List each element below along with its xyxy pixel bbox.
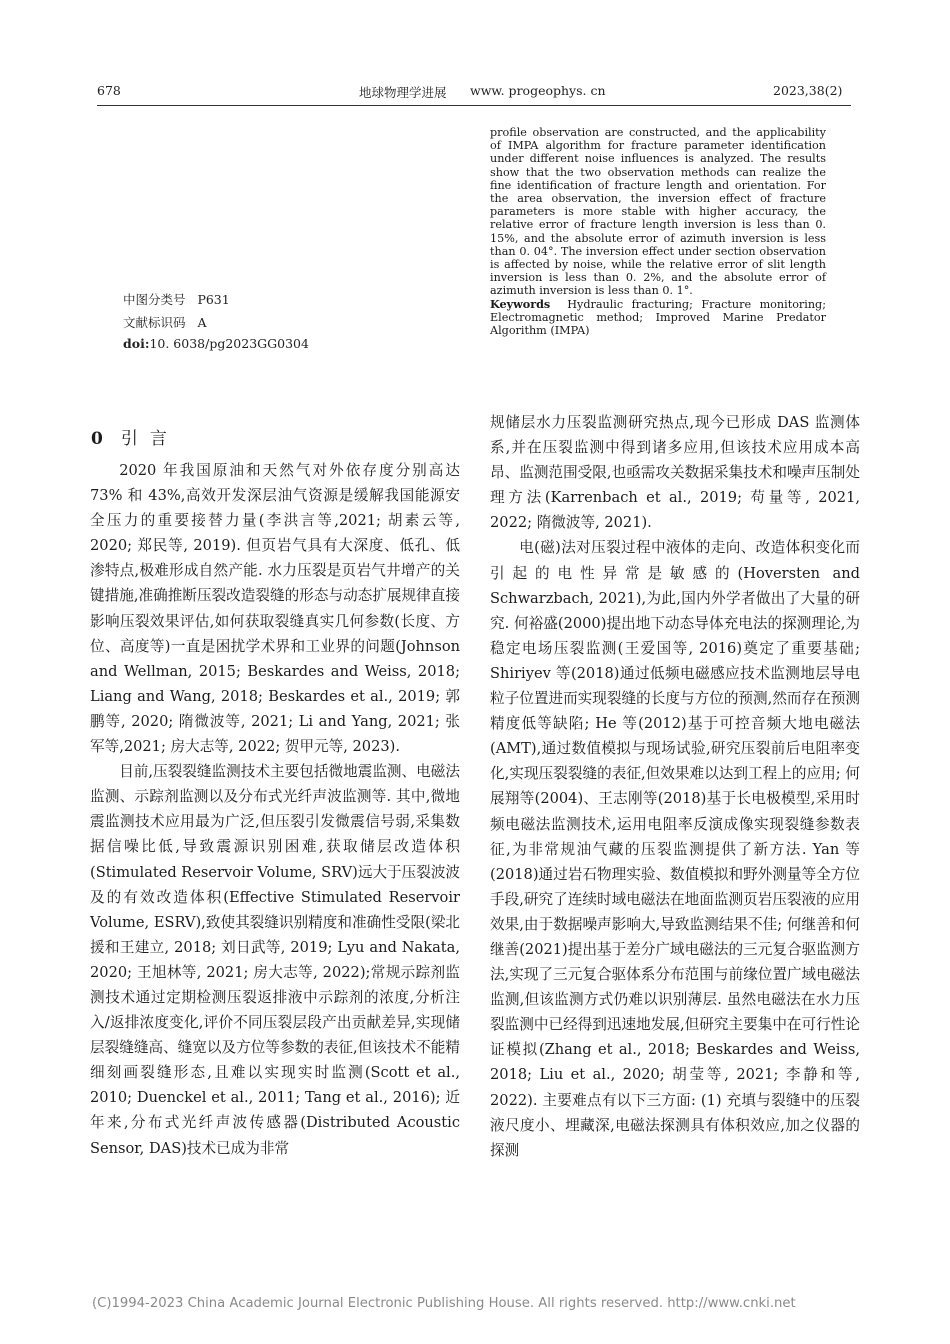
header-rule [97, 105, 851, 106]
journal-url: www. progeophys. cn [470, 83, 606, 98]
doi-line [123, 336, 309, 351]
doc-code-label: 文献标识码 [123, 315, 186, 330]
keywords-value: Hydraulic fracturing; Fracture monitoring; Electromagnetic method; Improved Marine Predator Algorithm (IMPA) [490, 297, 826, 338]
page-number: 678 [97, 83, 121, 98]
doc-code-value: A [197, 315, 207, 330]
journal-name: 地球物理学进展 [359, 85, 447, 100]
keywords-line [490, 298, 826, 338]
paragraph: 2020 年我国原油和天然气对外依存度分别高达 73% 和 43%,高效开发深层油气资源是缓解我国能源安全压力的重要接替力量(李洪言等,2021; 胡素云等, 2020; 郑民等, 2019). 但页岩气具有大深度、低孔、低渗特点,极难形成自然产能. 水力压裂是页岩气井增产的关键措施,准确推断压裂改造裂缝的形态与动态扩展规律直接影响压裂效果评估,如何获取裂缝真实几何参数(长度、方位、高度等)一直是困扰学术界和工业界的问题(Johnson and Wellman, 2015; Beskardes and Weiss, 2018; Liang and Wang, 2018; Beskardes et al., 2019; 郭鹏等, 2020; 隋微波等, 2021; Li and Yang, 2021; 张军等,2021; 房大志等, 2022; 贺甲元等, 2023). [90, 462, 460, 756]
section-title: 引言 [120, 429, 179, 449]
paragraph: 规储层水力压裂监测研究热点,现今已形成 DAS 监测体系,并在压裂监测中得到诸多应用,但该技术应用成本高昂、监测范围受限,也亟需攻关数据采集技术和噪声压制处理方法(Karrenbach et al., 2019; 苟量等, 2021, 2022; 隋微波等, 2021). [490, 414, 860, 532]
doi-label: doi: [123, 336, 150, 351]
paragraph: 电(磁)法对压裂过程中液体的走向、改造体积变化而引起的电性异常是敏感的(Hoversten and Schwarzbach, 2021),为此,国内外学者做出了大量的研究. 何裕盛(2000)提出地下动态导体充电法的探测理论,为稳定电场压裂监测(王爱国等, 2016)奠定了重要基础; Shiriyev 等(2018)通过低频电磁感应技术监测地层导电粒子位置进而实现裂缝的长度与方位的预测,然而存在预测精度低等缺陷; He 等(2012)基于可控音频大地电磁法(AMT),通过数值模拟与现场试验,研究压裂前后电阻率变化,实现压裂裂缝的表征,但效果难以达到工程上的应用; 何展翔等(2004)、王志刚等(2018)基于长电极模型,采用时频电磁法监测技术,运用电阻率反演成像实现裂缝参数表征,为非常规油气藏的压裂监测提供了新方法. Yan 等(2018)通过岩石物理实验、数值模拟和野外测量等全方位手段,研究了连续时域电磁法在地面监测页岩压裂液的应用效果,由于数据噪声影响大,导致监测结果不佳; 何继善和何继善(2021)提出基于差分广域电磁法的三元复合驱监测方法,实现了三元复合驱体系分布范围与前缘位置广域电磁法监测,但该监测方式仍难以识别薄层. 虽然电磁法在水力压裂监测中已经得到迅速地发展,但研究主要集中在可行性论证模拟(Zhang et al., 2018; Beskardes and Weiss, 2018; Liu et al., 2020; 胡莹等, 2021; 李静和等, 2022). 主要难点有以下三方面: (1) 充填与裂缝中的压裂液尺度小、埋藏深,电磁法探测具有体积效应,加之仪器的探测 [490, 539, 860, 1159]
left-column [90, 458, 460, 1161]
doi-value: 10. 6038/pg2023GG0304 [149, 336, 309, 351]
clc-line [123, 290, 230, 308]
abstract-continuation [490, 126, 826, 337]
issue-info: 2023,38(2) [773, 83, 843, 98]
abstract-text: profile observation are constructed, and the applicability of IMPA algorithm for fracture parameter identification under different noise influences is analyzed. The results show that the two observation methods can realize the fine identification of fracture length and orientation. For the area observation, the inversion effect of fracture parameters is more stable with higher accuracy, the relative error of fracture length inversion is less than 0. 15%, and the absolute error of azimuth inversion is less than 0. 04°. The inversion effect under section observation is affected by noise, while the relative error of slit length inversion is less than 0. 2%, and the absolute error of azimuth inversion is less than 0. 1°. [490, 126, 826, 298]
clc-value: P631 [197, 292, 230, 307]
section-number: 0 [91, 429, 105, 449]
keywords-label: Keywords [490, 296, 551, 311]
paragraph: 目前,压裂裂缝监测技术主要包括微地震监测、电磁法监测、示踪剂监测以及分布式光纤声波监测等. 其中,微地震监测技术应用最为广泛,但压裂引发微震信号弱,采集数据信噪比低,导致震源识别困难,获取储层改造体积(Stimulated Reservoir Volume, SRV)远大于压裂波波及的有效改造体积(Effective Stimulated Reservoir Volume, ESRV),致使其裂缝识别精度和准确性受限(梁北援和王建立, 2018; 刘日武等, 2019; Lyu and Nakata, 2020; 王旭林等, 2021; 房大志等, 2022);常规示踪剂监测技术通过定期检测压裂返排液中示踪剂的浓度,分析注入/返排浓度变化,评价不同压裂层段产出贡献差异,实现储层裂缝缝高、缝宽以及方位等参数的表征,但该技术不能精细刻画裂缝形态,且难以实现实时监测(Scott et al., 2010; Duenckel et al., 2011; Tang et al., 2016); 近年来,分布式光纤声波传感器(Distributed Acoustic Sensor, DAS)技术已成为非常 [90, 763, 461, 1157]
clc-label: 中图分类号 [123, 292, 186, 307]
section-heading [91, 424, 179, 449]
copyright-footer: (C)1994-2023 China Academic Journal Electronic Publishing House. All rights reserved. http://www.cnki.net [92, 1296, 796, 1311]
doc-code-line [123, 313, 206, 331]
right-column [490, 410, 860, 1163]
